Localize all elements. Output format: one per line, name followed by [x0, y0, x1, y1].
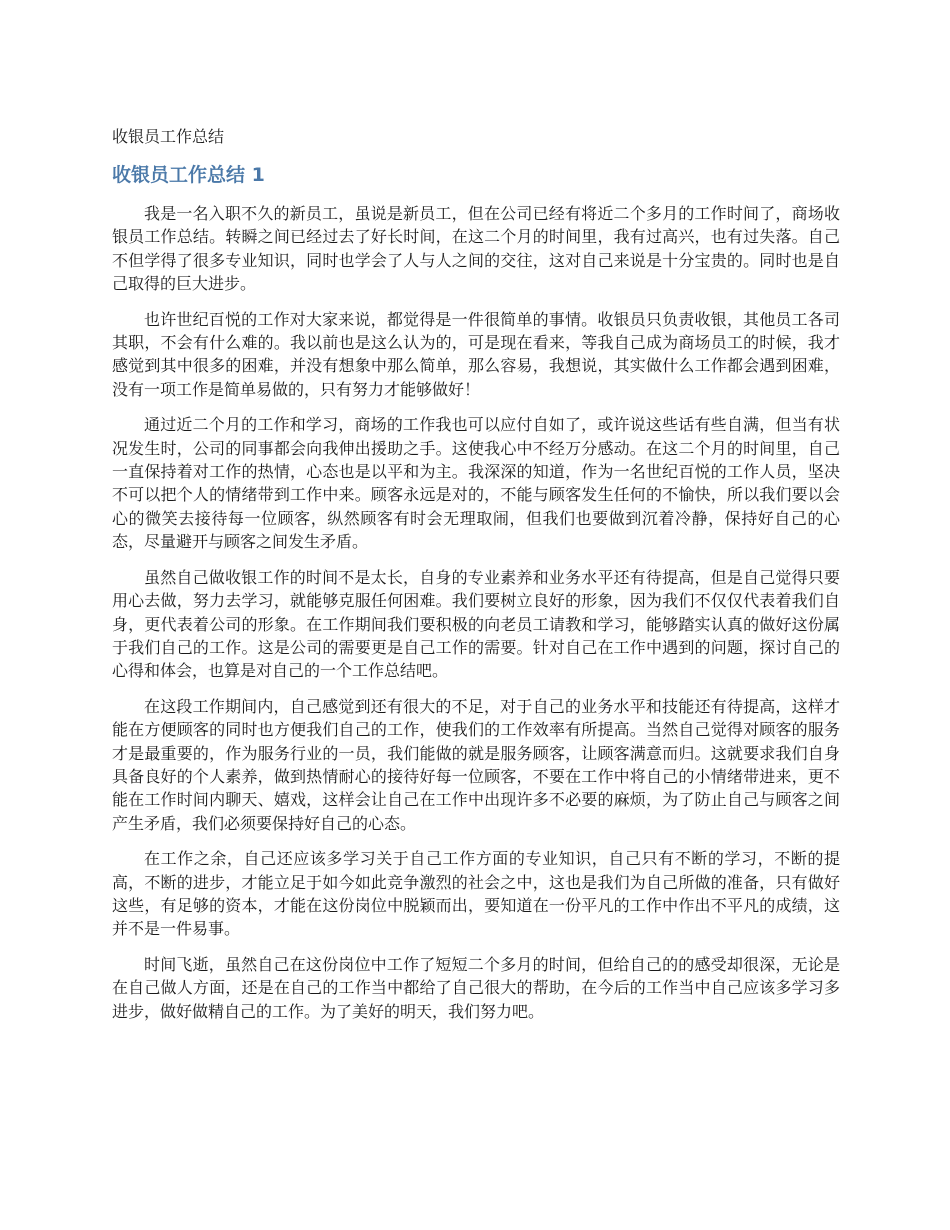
document-title: 收银员工作总结 — [112, 127, 225, 146]
paragraph-2: 也许世纪百悦的工作对大家来说，都觉得是一件很简单的事情。收银员只负责收银，其他员工各司其职，不会有什么难的。我以前也是这么认为的，可是现在看来，等我自己成为商场员工的时候，我才感觉到其中很多的困难，并没有想象中那么简单，那么容易，我想说，其实做什么工作都会遇到困难，没有一项工作是简单易做的，只有努力才能够做好！ — [112, 309, 840, 399]
paragraph-1: 我是一名入职不久的新员工，虽说是新员工，但在公司已经有将近二个多月的工作时间了，商场收银员工作总结。转瞬之间已经过去了好长时间，在这二个月的时间里，我有过高兴，也有过失落。自己不但学得了很多专业知识，同时也学会了人与人之间的交往，这对自己来说是十分宝贵的。同时也是自己取得的巨大进步。 — [112, 204, 840, 294]
paragraph-3: 通过近二个月的工作和学习，商场的工作我也可以应付自如了，或许说这些话有些自满，但当有状况发生时，公司的同事都会向我伸出援助之手。这使我心中不经万分感动。在这二个月的时间里，自己一直保持着对工作的热情，心态也是以平和为主。我深深的知道，作为一名世纪百悦的工作人员，坚决不可以把个人的情绪带到工作中来。顾客永远是对的，不能与顾客发生任何的不愉快，所以我们要以会心的微笑去接待每一位顾客，纵然顾客有时会无理取闹，但我们也要做到沉着冷静，保持好自己的心态，尽量避开与顾客之间发生矛盾。 — [112, 415, 840, 552]
section-heading: 收银员工作总结 1 — [112, 164, 265, 186]
paragraph-5: 在这段工作期间内，自己感觉到还有很大的不足，对于自己的业务水平和技能还有待提高，这样才能在方便顾客的同时也方便我们自己的工作，使我们的工作效率有所提高。当然自己觉得对顾客的服务才是最重要的，作为服务行业的一员，我们能做的就是服务顾客，让顾客满意而归。这就要求我们自身具备良好的个人素养，做到热情耐心的接待好每一位顾客，不要在工作中将自己的小情绪带进来，更不能在工作时间内聊天、嬉戏，这样会让自己在工作中出现许多不必要的麻烦，为了防止自己与顾客之间产生矛盾，我们必须要保持好自己的心态。 — [112, 696, 840, 833]
paragraph-7: 时间飞逝，虽然自己在这份岗位中工作了短短二个多月的时间，但给自己的的感受却很深，无论是在自己做人方面，还是在自己的工作当中都给了自己很大的帮助，在今后的工作当中自己应该多学习多进步，做好做精自己的工作。为了美好的明天，我们努力吧。 — [112, 954, 840, 1021]
paragraph-4: 虽然自己做收银工作的时间不是太长，自身的专业素养和业务水平还有待提高，但是自己觉得只要用心去做，努力去学习，就能够克服任何困难。我们要树立良好的形象，因为我们不仅仅代表着我们自身，更代表着公司的形象。在工作期间我们要积极的向老员工请教和学习，能够踏实认真的做好这份属于我们自己的工作。这是公司的需要更是自己工作的需要。针对自己在工作中遇到的问题，探讨自己的心得和体会，也算是对自己的一个工作总结吧。 — [112, 567, 840, 681]
paragraph-6: 在工作之余，自己还应该多学习关于自己工作方面的专业知识，自己只有不断的学习，不断的提高，不断的进步，才能立足于如今如此竞争激烈的社会之中，这也是我们为自己所做的准备，只有做好这些，有足够的资本，才能在这份岗位中脱颖而出，要知道在一份平凡的工作中作出不平凡的成绩，这并不是一件易事。 — [112, 849, 840, 939]
